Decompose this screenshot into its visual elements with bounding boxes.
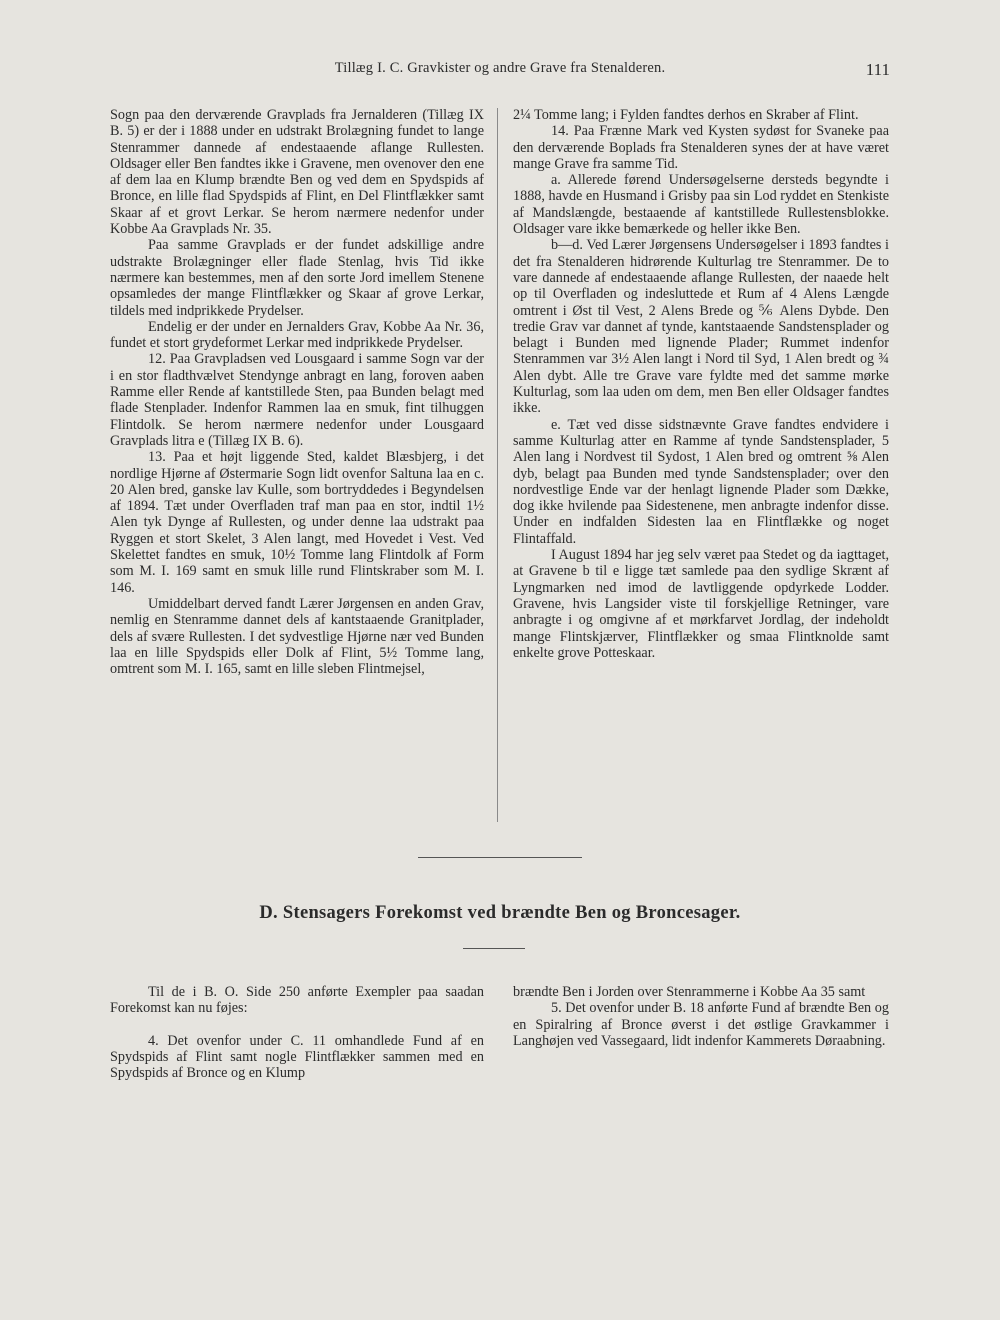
paragraph: Paa samme Gravplads er der fundet adskillige andre udstrakte Brolægninger eller flade Stenlag, hvis Tid ikke nærmere kan bestemmes, men af den sorte Jord imellem Stenene opsamledes der mange Flintflækker og Skaar af grove Lerkar, tildels med indprikkede Prydelser.: [110, 237, 484, 319]
section-heading: D. Stensagers Forekomst ved brændte Ben og Broncesager.: [259, 903, 741, 923]
paragraph: 14. Paa Frænne Mark ved Kysten sydøst for Svaneke paa den derværende Boplads fra Stenalderen synes der at have været mange Grave fra samme Tid.: [513, 123, 889, 172]
page-header: [110, 60, 890, 82]
page-number: 111: [865, 60, 890, 79]
section-d-column-left: [110, 984, 484, 1081]
paragraph: Endelig er der under en Jernalders Grav, Kobbe Aa Nr. 36, fundet et stort grydeformet Lerkar med indprikkede Prydelser.: [110, 318, 484, 352]
text-column-right: [513, 107, 889, 661]
text-column-left: [110, 107, 484, 677]
section-separator-rule: [418, 857, 582, 858]
paragraph: I August 1894 har jeg selv været paa Stedet og da iagttaget, at Gravene b til e ligge tæt samlede paa den sydlige Skrænt af Lyngmarken ned imod de lavtliggende opdyrkede Lodder. Gravene, hvis Langsider viste til forskjellige Retninger, vare anbragte i og omgivne af et mørkfarvet Jordlag, der indeholdt mange Flintskjærver, Flintflækker og smaa Flintknolde samt enkelte grove Potteskaar.: [513, 547, 889, 661]
paragraph: a. Allerede førend Undersøgelserne dersteds begyndte i 1888, havde en Husmand i Grisby paa sin Lod ryddet en Stenkiste af Mandslængde, bestaaende af kantstillede Rullestensblokke. Oldsager vare ikke bemærkede og heller ikke Ben.: [513, 172, 889, 238]
paragraph: 13. Paa et højt liggende Sted, kaldet Blæsbjerg, i det nordlige Hjørne af Østermarie Sogn lidt ovenfor Saltuna laa en c. 20 Alen bred, ganske lav Kulle, som bortryddedes i Begyndelsen af 1894. Tæt under Overfladen traf man paa en stor, indtil 1½ Alen tyk Dynge af Rullesten, og under denne laa udstrakt paa Ryggen et stort Skelet, 3 Alen langt, med Hovedet i Vest. Ved Skelettet fandtes en smuk, 10½ Tomme lang Flintdolk af Form som M. I. 169 samt en smuk lille rund Flintskraber som M. I. 146.: [110, 449, 484, 596]
heading-underline-rule: [463, 948, 525, 949]
column-divider: [497, 108, 498, 822]
paragraph: 5. Det ovenfor under B. 18 anførte Fund af brændte Ben og en Spiralring af Bronce øverst i det østlige Gravkammer i Langhøjen ved Vassegaard, lidt indenfor Kammerets Døraabning.: [513, 1000, 889, 1049]
paragraph: Til de i B. O. Side 250 anførte Exempler paa saadan Forekomst kan nu føjes:: [110, 984, 484, 1017]
running-title: Tillæg I. C. Gravkister og andre Grave fra Stenalderen.: [334, 60, 666, 76]
section-d-column-right: [513, 984, 889, 1049]
paragraph: 2¼ Tomme lang; i Fylden fandtes derhos en Skraber af Flint.: [513, 107, 859, 123]
paragraph: 4. Det ovenfor under C. 11 omhandlede Fund af en Spydspids af Flint samt nogle Flintflækker sammen med en Spydspids af Bronce og en Klump: [110, 1032, 484, 1082]
paragraph: brændte Ben i Jorden over Stenrammerne i Kobbe Aa 35 samt: [513, 984, 866, 1000]
paragraph: Sogn paa den derværende Gravplads fra Jernalderen (Tillæg IX B. 5) er der i 1888 under en udstrakt Brolægning fundet to lange Stenrammer dannede af endestaaende aflange Rullesten. Oldsager eller Ben fandtes ikke i Gravene, men ovenover den ene af dem laa en Klump brændte Ben og ved dem en Spydspids af Bronce, en lille flad Spydspids af Flint, en Del Flintflækker samt Skaar af et grovt Lerkar. Se herom nærmere nedenfor under Kobbe Aa Gravplads Nr. 35.: [110, 107, 484, 238]
paragraph: e. Tæt ved disse sidstnævnte Grave fandtes endvidere i samme Kulturlag atter en Ramme af tynde Sandstensplader, 5 Alen lang i Nordvest til Sydost, 1 Alen bred og omtrent ⅝ Alen dyb, belagt paa Bunden med tynde Sandstensplader; over den nordvestlige Ende var der henlagt lignende Plader som Dække, dog ikke hvilende paa Sidestenene, men anbragte indenfor disse. Under en indfalden Sidesten laa en Flintflække og noget Flintaffald.: [513, 416, 889, 547]
paragraph: Umiddelbart derved fandt Lærer Jørgensen en anden Grav, nemlig en Stenramme dannet dels af kantstaaende Granitplader, dels af svære Rullesten. I det sydvestlige Hjørne nær ved Bunden laa en lille Spydspids eller Dolk af Flint, 5½ Tomme lang, omtrent som M. I. 165, samt en lille sleben Flintmejsel,: [110, 595, 484, 678]
paragraph: 12. Paa Gravpladsen ved Lousgaard i samme Sogn var der i en stor fladthvælvet Stendynge anbragt en lang, foroven aaben Ramme eller Rende af kantstillede Sten, paa Bunden belagt med flade Stenplader. Indenfor Rammen laa en smuk, fint tilhuggen Flintdolk. Se herom nærmere nedenfor under Lousgaard Gravplads litra e (Tillæg IX B. 6).: [110, 351, 484, 449]
paragraph: b—d. Ved Lærer Jørgensens Undersøgelser i 1893 fandtes i det fra Stenalderen hidrørende Kulturlag tre Stenrammer. De to vare dannede af endestaaende aflange Rullesten, der naaede helt op til Overfladen og indesluttede et Rum af 4 Alens Længde omtrent i Øst til Vest, 2 Alens Brede og ⅚ Alens Dybde. Den tredie Grav var dannet af tynde, kantstaaende Sandstensplader og belagt i Bunden med lignende Plader; Rummet indenfor Stenrammen var 3½ Alen langt i Nord til Syd, 1 Alen bredt og ¾ Alen dybt. Alle tre Grave vare fyldte med det samme mørke Kulturlag, som laa uden om dem, men Ben eller Oldsager fandtes ikke.: [513, 237, 889, 417]
